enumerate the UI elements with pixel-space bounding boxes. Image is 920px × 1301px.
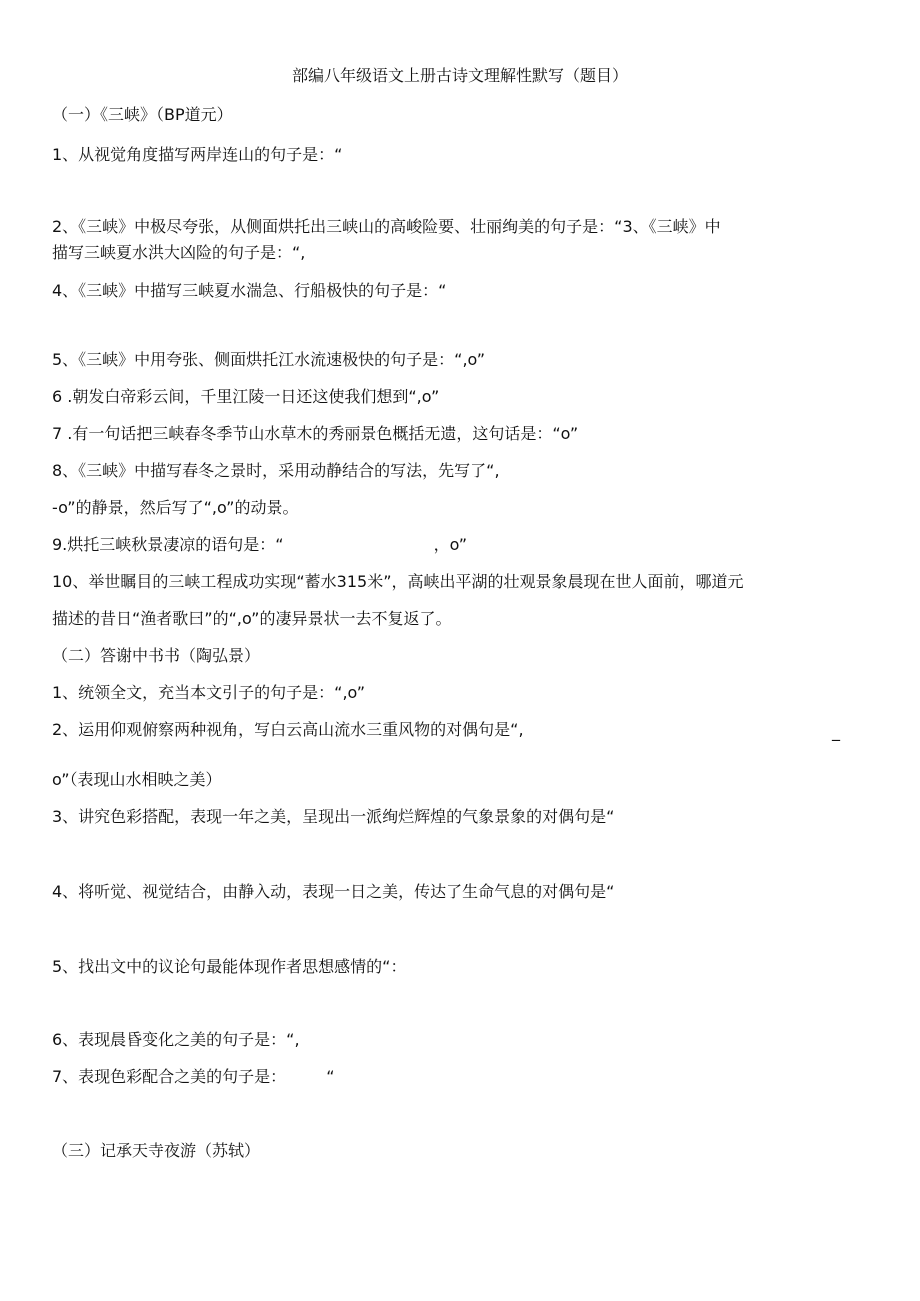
- s1-question-10-line-1: 10、举世瞩目的三峡工程成功实现“蓄水315米”，高峡出平湖的壮观景象晨现在世人面前，哪道元: [52, 572, 744, 591]
- page-title: 部编八年级语文上册古诗文理解性默写（题目）: [291, 66, 628, 85]
- s2-question-7: [52, 1065, 334, 1089]
- s1-question-2-line-2: 描写三峡夏水洪大凶险的句子是：“,: [52, 243, 306, 262]
- s1-question-8-line-1: 8、《三峡》中描写春冬之景时，采用动静结合的写法，先写了“,: [52, 461, 500, 480]
- s1-question-10-line-2: 描述的昔日“渔者歌曰”的“,o”的凄异景状一去不复返了。: [52, 609, 452, 628]
- section-1-heading: （一）《三峡》（BP道元）: [52, 105, 233, 124]
- s2-question-2-dash: _: [832, 722, 840, 741]
- s2-question-7-text: 7、表现色彩配合之美的句子是：: [52, 1067, 287, 1086]
- s2-question-1: 1、统领全文，充当本文引子的句子是：“,o”: [52, 683, 366, 702]
- section-3-heading: （三）记承天寺夜游（苏轼）: [52, 1141, 261, 1160]
- s2-question-3: 3、讲究色彩搭配，表现一年之美，呈现出一派绚烂辉煌的气象景象的对偶句是“: [52, 807, 615, 826]
- s1-question-1: 1、从视觉角度描写两岸连山的句子是：“: [52, 145, 343, 164]
- s1-question-4: 4、《三峡》中描写三峡夏水湍急、行船极快的句子是：“: [52, 281, 447, 300]
- s2-question-4: 4、将听觉、视觉结合，由静入动，表现一日之美，传达了生命气息的对偶句是“: [52, 882, 615, 901]
- s1-question-8-line-2: -o”的静景，然后写了“,o”的动景。: [52, 498, 299, 517]
- s1-question-5: 5、《三峡》中用夸张、侧面烘托江水流速极快的句子是：“,o”: [52, 350, 486, 369]
- s2-question-6: 6、表现晨昏变化之美的句子是：“,: [52, 1030, 300, 1049]
- s2-question-2-line-1: 2、运用仰观俯察两种视角，写白云高山流水三重风物的对偶句是“,: [52, 720, 524, 739]
- s1-question-7: 7 .有一句话把三峡春冬季节山水草木的秀丽景色概括无遗，这句话是：“o”: [52, 424, 579, 443]
- s1-question-2-line-1: 2、《三峡》中极尽夸张，从侧面烘托出三峡山的高峻险要、壮丽绚美的句子是：“3、《三峡》中: [52, 217, 721, 236]
- s2-question-5: 5、找出文中的议论句最能体现作者思想感情的“：: [52, 957, 407, 976]
- s1-question-6: 6 .朝发白帝彩云间，千里江陵一日还这使我们想到“,o”: [52, 387, 440, 406]
- s2-question-2-line-2: o”（表现山水相映之美）: [52, 770, 222, 789]
- s2-question-7-quote: “: [326, 1067, 335, 1086]
- s1-question-9-text: 9.烘托三峡秋景凄凉的语句是：“: [52, 535, 284, 554]
- section-2-heading: （二）答谢中书书（陶弘景）: [52, 646, 261, 665]
- s1-question-9: [52, 533, 467, 557]
- s1-question-9-end: ，o”: [433, 535, 468, 554]
